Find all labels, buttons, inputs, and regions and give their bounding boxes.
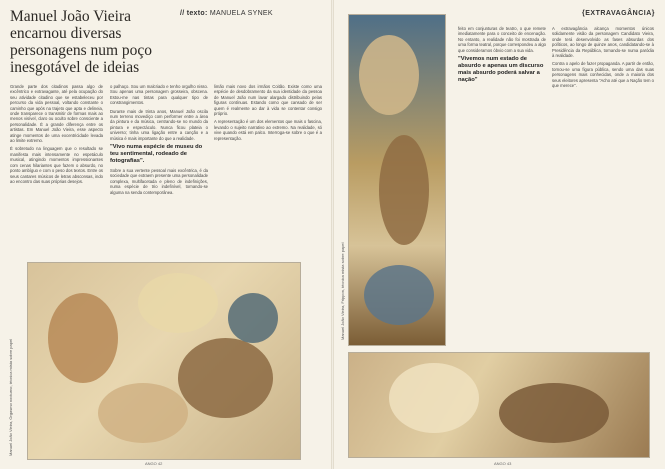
left-column-1 [10,84,103,187]
section-tag: {EXTRAVAGÂNCIA} [582,10,655,17]
artwork-frippon-detail [348,352,650,458]
page-number: ANGO 42 [145,461,163,466]
paragraph: Durante mais de trinta anos, Manuel João oscila num terreno movediço com performer entre a área da pintura e da música, centrando-se no mundo da pintura e espectáculo. Nunca ficou plateia o universo; tinha uma ligação entre a canção e a música é mais importante do que a realidade. [110,108,208,141]
paragraph: Grande parte dos citadinos passa algo de excêntrico e extravagante, até pela ocupação do seu atividade citadino que se estabeleceu por percurso da vida pessoal, voltando constante o caminho que após na trajeto que apta e delineia, onde transparece o transmitir de formas mais ao menos visível, claro ou oculto sobre consciente a personalidade. É a grande diferença entre os artistas. Em Manuel João Vieira, esse aspecto atinge momentos de uma excentricidade levada ao limite extremo. [10,84,103,144]
byline-prefix: // texto: [180,10,208,17]
left-page [0,0,331,469]
paragraph: A extravagância alcança momentos únicos solidamente visão da personagem Candidato Vieira, onde terá desenvolvido as fases absurdas dos políticos, ao longo de quinze anos, candidatando-se à Presidência da República, tornando-se numa paródia à realidade. [552,26,654,59]
artwork-frippon [348,14,446,346]
right-column-1 [458,26,546,87]
article-headline: Manuel João Vieira encarnou diversas personagens num poço inesgotável de ideias [10,8,153,76]
paragraph: feito em conjunturas de teatro, o que remete imediatamente para o conceito de encenação. No entanto, a realidade não foi mostrada de uma forma teatral, porque correspondeu a algo que consideramos óbvio com a sua vida. [458,26,546,53]
left-column-3 [214,84,322,144]
pull-quote: "Vivo numa espécie de museu do teu sentimental, rodeado de fotografias". [110,144,203,165]
paragraph: limão mais novo dos irmãos Coitão. Existe como uma espécie de desdobramento da sua identidade da pessoa de Manuel João num lavar alargado distribuindo pelas figuras contínuas. Estando como que cansado de ser quem é realmente ao dar à vida se contentar consigo próprio. [214,84,322,117]
left-caption: Manuel João Vieira, Orgasmo nocturno, técnica mista sobre papel [8,338,13,456]
pull-quote: "Vivemos num estado de absurdo e apenas um discurso mais absurdo poderá salvar a nação" [458,56,544,84]
paragraph: Contra o apelo de fazer propaganda. A partir de então, tornou-se uma figura pública, sendo uma das suas personagens mais conhecidas, onde a maioria dos seus eleitores apresenta "Acho até que a Nação tem o que merece". [552,61,654,89]
paragraph: É sobretudo na linguagem que o resultado se manifesta mais intensamente no espetáculo musical, atingindo momentos impressionantes com cenas hilariantes que fazem o absurdo, no ponto ambíguo e com o peso dos textos. Entre os seus cantares músicos de letras absconsas, indo ao encontro das suas próprias desejos. [10,146,103,184]
right-caption: Manuel João Vieira, Frippon, técnica mista sobre papel [340,242,345,340]
right-column-2 [552,26,654,91]
page-number: ANGO 43 [494,461,512,466]
paragraph: Sobre a sua vertente pessoal mais excêntrica, é da sociedade que extraem presente uma personalidade complexa, multifacetada e pleno de indefinições, numa espécie de trio indefinível, tornando-se alguma na senda contemporânea. [110,168,208,195]
left-column-2 [110,84,208,198]
byline [180,10,320,17]
right-page [334,0,665,469]
artwork-orgasmo-nocturno [27,262,301,460]
paragraph: o palhaço. Sou um malcriado e tenho orgulho nisso. Sou apenas uma personagem grosseira, obscena. Estou-me nas tintas para qualquer tipo de constrangimentos. [110,84,208,106]
byline-name: MANUELA SYNEK [209,10,273,17]
paragraph: A representação é um dos elementos que mais o fascina, levando o sujeito narrativo ao extremo. Na realidade, só vive quando está em palco. Interroga-se sobre o que é a representação. [214,119,322,141]
